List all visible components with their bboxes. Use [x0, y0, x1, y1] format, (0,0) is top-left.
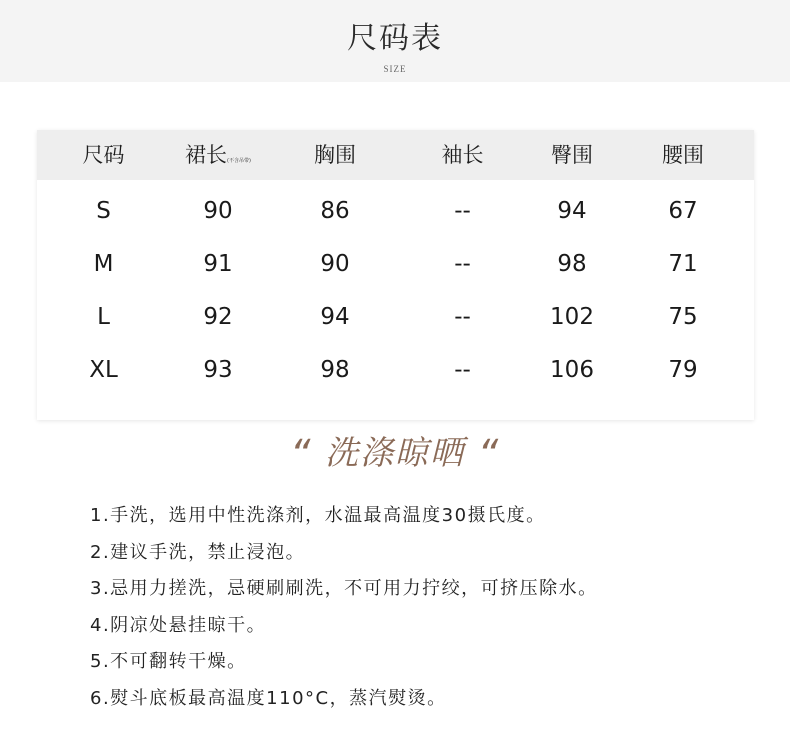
column-header-skirt-length-note: (不含吊带): [227, 158, 251, 164]
table-cell: 94: [320, 304, 350, 330]
size-table: [37, 130, 754, 420]
table-cell: --: [454, 304, 471, 330]
table-cell: --: [454, 357, 471, 383]
care-title-text: 洗涤晾晒: [325, 433, 465, 472]
table-cell: L: [97, 304, 110, 330]
table-cell: 94: [557, 198, 587, 224]
list-item: 2.建议手洗，禁止浸泡。: [90, 541, 306, 563]
table-cell: --: [454, 198, 471, 224]
list-item: 5.不可翻转干燥。: [90, 651, 247, 672]
table-cell: 75: [668, 304, 698, 330]
column-header-hip: 臀围: [551, 143, 593, 167]
table-cell: 106: [550, 357, 594, 383]
table-cell: XL: [89, 357, 118, 383]
table-cell: 71: [668, 251, 698, 277]
table-cell: M: [93, 251, 114, 277]
table-cell: 79: [668, 357, 698, 383]
list-item: 4.阴凉处悬挂晾干。: [90, 614, 267, 636]
list-item: 1.手洗，选用中性洗涤剂，水温最高温度30摄氏度。: [90, 505, 546, 526]
column-header-size: 尺码: [82, 143, 125, 167]
size-table-header: [37, 130, 754, 180]
close-quote-mark: “: [477, 432, 501, 478]
column-header-skirt-length: [170, 130, 266, 180]
list-item: 3.忌用力搓洗，忌硬刷刷洗，不可用力拧绞，可挤压除水。: [90, 578, 598, 599]
page-title: 尺码表: [347, 21, 443, 56]
table-cell: 98: [320, 357, 350, 383]
column-header-bust: 胸围: [314, 143, 356, 167]
page-subtitle: SIZE: [383, 64, 407, 74]
table-cell: 98: [557, 251, 587, 277]
column-header-waist: 腰围: [662, 143, 704, 167]
list-item: 6.熨斗底板最高温度110°C，蒸汽熨烫。: [90, 687, 447, 709]
care-section-title: [0, 430, 790, 478]
table-cell: 91: [203, 251, 233, 277]
table-cell: 92: [203, 304, 233, 330]
open-quote-mark: “: [289, 432, 313, 478]
table-cell: 86: [320, 198, 350, 224]
table-cell: 90: [320, 251, 350, 277]
table-cell: S: [96, 198, 111, 224]
table-cell: 67: [668, 198, 698, 224]
column-header-sleeve: 袖长: [441, 143, 484, 167]
table-cell: 93: [203, 357, 233, 383]
column-header-skirt-length-label: 裙长: [185, 143, 228, 167]
table-cell: --: [454, 251, 471, 277]
table-cell: 102: [550, 304, 594, 330]
care-instructions-list: [90, 498, 770, 717]
table-cell: 90: [203, 198, 233, 224]
